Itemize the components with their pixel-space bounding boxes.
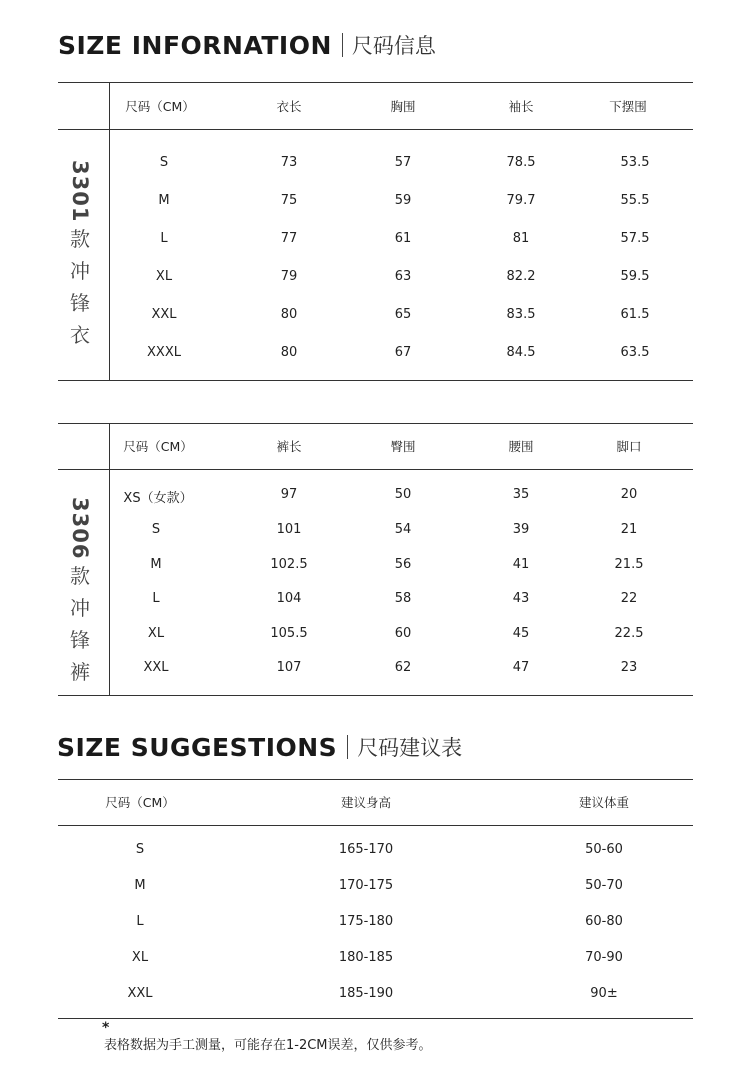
size-cell: M (158, 193, 170, 208)
size-cell: S (159, 155, 169, 170)
value-cell: 101 (276, 522, 302, 537)
value-cell: 73 (280, 155, 298, 170)
value-cell: 77 (280, 231, 298, 246)
value-cell: 90± (590, 986, 618, 1001)
value-cell: 62 (394, 660, 412, 675)
model-char: 冲 (70, 259, 90, 284)
title-zh: 尺码信息 (351, 34, 436, 58)
title-en: SIZE INFORNATION (58, 30, 332, 60)
value-cell: 97 (280, 487, 298, 502)
value-cell: 53.5 (620, 155, 650, 170)
header-cell: 尺码（CM） (105, 795, 175, 810)
header-cell: 臀围 (390, 439, 416, 454)
value-cell: 50-60 (585, 842, 623, 857)
value-cell: 21 (620, 522, 638, 537)
header-cell: 胸围 (390, 99, 416, 114)
value-cell: 22 (620, 591, 638, 606)
model-char: 锋 (70, 628, 90, 653)
value-cell: 63 (394, 269, 412, 284)
table-border-top (58, 82, 693, 83)
value-cell: 23 (620, 660, 638, 675)
value-cell: 79.7 (506, 193, 536, 208)
title-divider (347, 735, 348, 759)
value-cell: 50 (394, 487, 412, 502)
title-en: SIZE SUGGESTIONS (57, 732, 338, 762)
section-title-size-information (58, 30, 436, 60)
jacket-model-label (58, 160, 102, 350)
header-cell: 衣长 (276, 99, 302, 114)
section-title-size-suggestions (57, 732, 462, 762)
model-char: 裤 (70, 660, 90, 685)
value-cell: 50-70 (585, 878, 623, 893)
value-cell: 80 (280, 345, 298, 360)
value-cell: 82.2 (506, 269, 536, 284)
header-cell: 下摆围 (609, 99, 647, 114)
value-cell: 60 (394, 626, 412, 641)
value-cell: 22.5 (614, 626, 644, 641)
model-char: 锋 (70, 291, 90, 316)
header-cell: 裤长 (276, 439, 302, 454)
size-cell: L (160, 231, 168, 246)
size-cell: XL (155, 269, 173, 284)
table-header-divider (58, 825, 693, 826)
footnote-asterisk: * (102, 1020, 110, 1036)
table-label-divider (109, 423, 110, 695)
title-divider (342, 33, 343, 57)
size-cell: XXL (151, 307, 177, 322)
size-cell: XS（女款） (123, 491, 193, 506)
header-cell: 腰围 (508, 439, 534, 454)
table-border-bottom (58, 1018, 693, 1019)
model-char: 衣 (70, 323, 90, 348)
value-cell: 84.5 (506, 345, 536, 360)
table-header-divider (58, 469, 693, 470)
value-cell: 75 (280, 193, 298, 208)
table-border-top (58, 779, 693, 780)
value-cell: 61.5 (620, 307, 650, 322)
value-cell: 39 (512, 522, 530, 537)
header-cell: 尺码（CM） (123, 439, 193, 454)
model-char: 款 (70, 227, 90, 252)
value-cell: 47 (512, 660, 530, 675)
size-cell: L (136, 914, 144, 929)
size-cell: XXL (143, 660, 169, 675)
size-cell: XL (131, 950, 149, 965)
table-border-bottom (58, 380, 693, 381)
size-cell: M (134, 878, 146, 893)
model-char: 冲 (70, 596, 90, 621)
value-cell: 78.5 (506, 155, 536, 170)
value-cell: 56 (394, 557, 412, 572)
value-cell: 79 (280, 269, 298, 284)
table-border-bottom (58, 695, 693, 696)
header-cell: 脚口 (616, 439, 642, 454)
value-cell: 170-175 (338, 878, 394, 893)
value-cell: 185-190 (338, 986, 394, 1001)
value-cell: 55.5 (620, 193, 650, 208)
value-cell: 65 (394, 307, 412, 322)
value-cell: 102.5 (270, 557, 308, 572)
value-cell: 104 (276, 591, 302, 606)
value-cell: 59 (394, 193, 412, 208)
value-cell: 58 (394, 591, 412, 606)
pants-model-label (58, 497, 102, 687)
value-cell: 80 (280, 307, 298, 322)
model-number: 3301 (68, 160, 92, 223)
model-char: 款 (70, 564, 90, 589)
value-cell: 107 (276, 660, 302, 675)
model-number: 3306 (68, 497, 92, 560)
value-cell: 20 (620, 487, 638, 502)
value-cell: 83.5 (506, 307, 536, 322)
value-cell: 59.5 (620, 269, 650, 284)
size-cell: S (151, 522, 161, 537)
value-cell: 60-80 (585, 914, 623, 929)
value-cell: 57 (394, 155, 412, 170)
size-cell: M (150, 557, 162, 572)
value-cell: 105.5 (270, 626, 308, 641)
value-cell: 67 (394, 345, 412, 360)
value-cell: 21.5 (614, 557, 644, 572)
value-cell: 54 (394, 522, 412, 537)
value-cell: 41 (512, 557, 530, 572)
table-border-top (58, 423, 693, 424)
table-header-divider (58, 129, 693, 130)
value-cell: 57.5 (620, 231, 650, 246)
title-zh: 尺码建议表 (357, 736, 463, 760)
value-cell: 81 (512, 231, 530, 246)
value-cell: 45 (512, 626, 530, 641)
value-cell: 70-90 (585, 950, 623, 965)
size-cell: L (152, 591, 160, 606)
header-cell: 袖长 (508, 99, 534, 114)
value-cell: 43 (512, 591, 530, 606)
size-cell: S (135, 842, 145, 857)
value-cell: 165-170 (338, 842, 394, 857)
value-cell: 175-180 (338, 914, 394, 929)
header-cell: 建议体重 (578, 795, 630, 810)
size-cell: XL (147, 626, 165, 641)
value-cell: 61 (394, 231, 412, 246)
value-cell: 180-185 (338, 950, 394, 965)
value-cell: 35 (512, 487, 530, 502)
value-cell: 63.5 (620, 345, 650, 360)
header-cell: 建议身高 (340, 795, 392, 810)
size-cell: XXL (127, 986, 153, 1001)
header-cell: 尺码（CM） (125, 99, 195, 114)
size-cell: XXXL (147, 345, 181, 360)
measurement-note: 表格数据为手工测量，可能存在1-2CM误差，仅供参考。 (104, 1038, 432, 1053)
table-label-divider (109, 82, 110, 380)
